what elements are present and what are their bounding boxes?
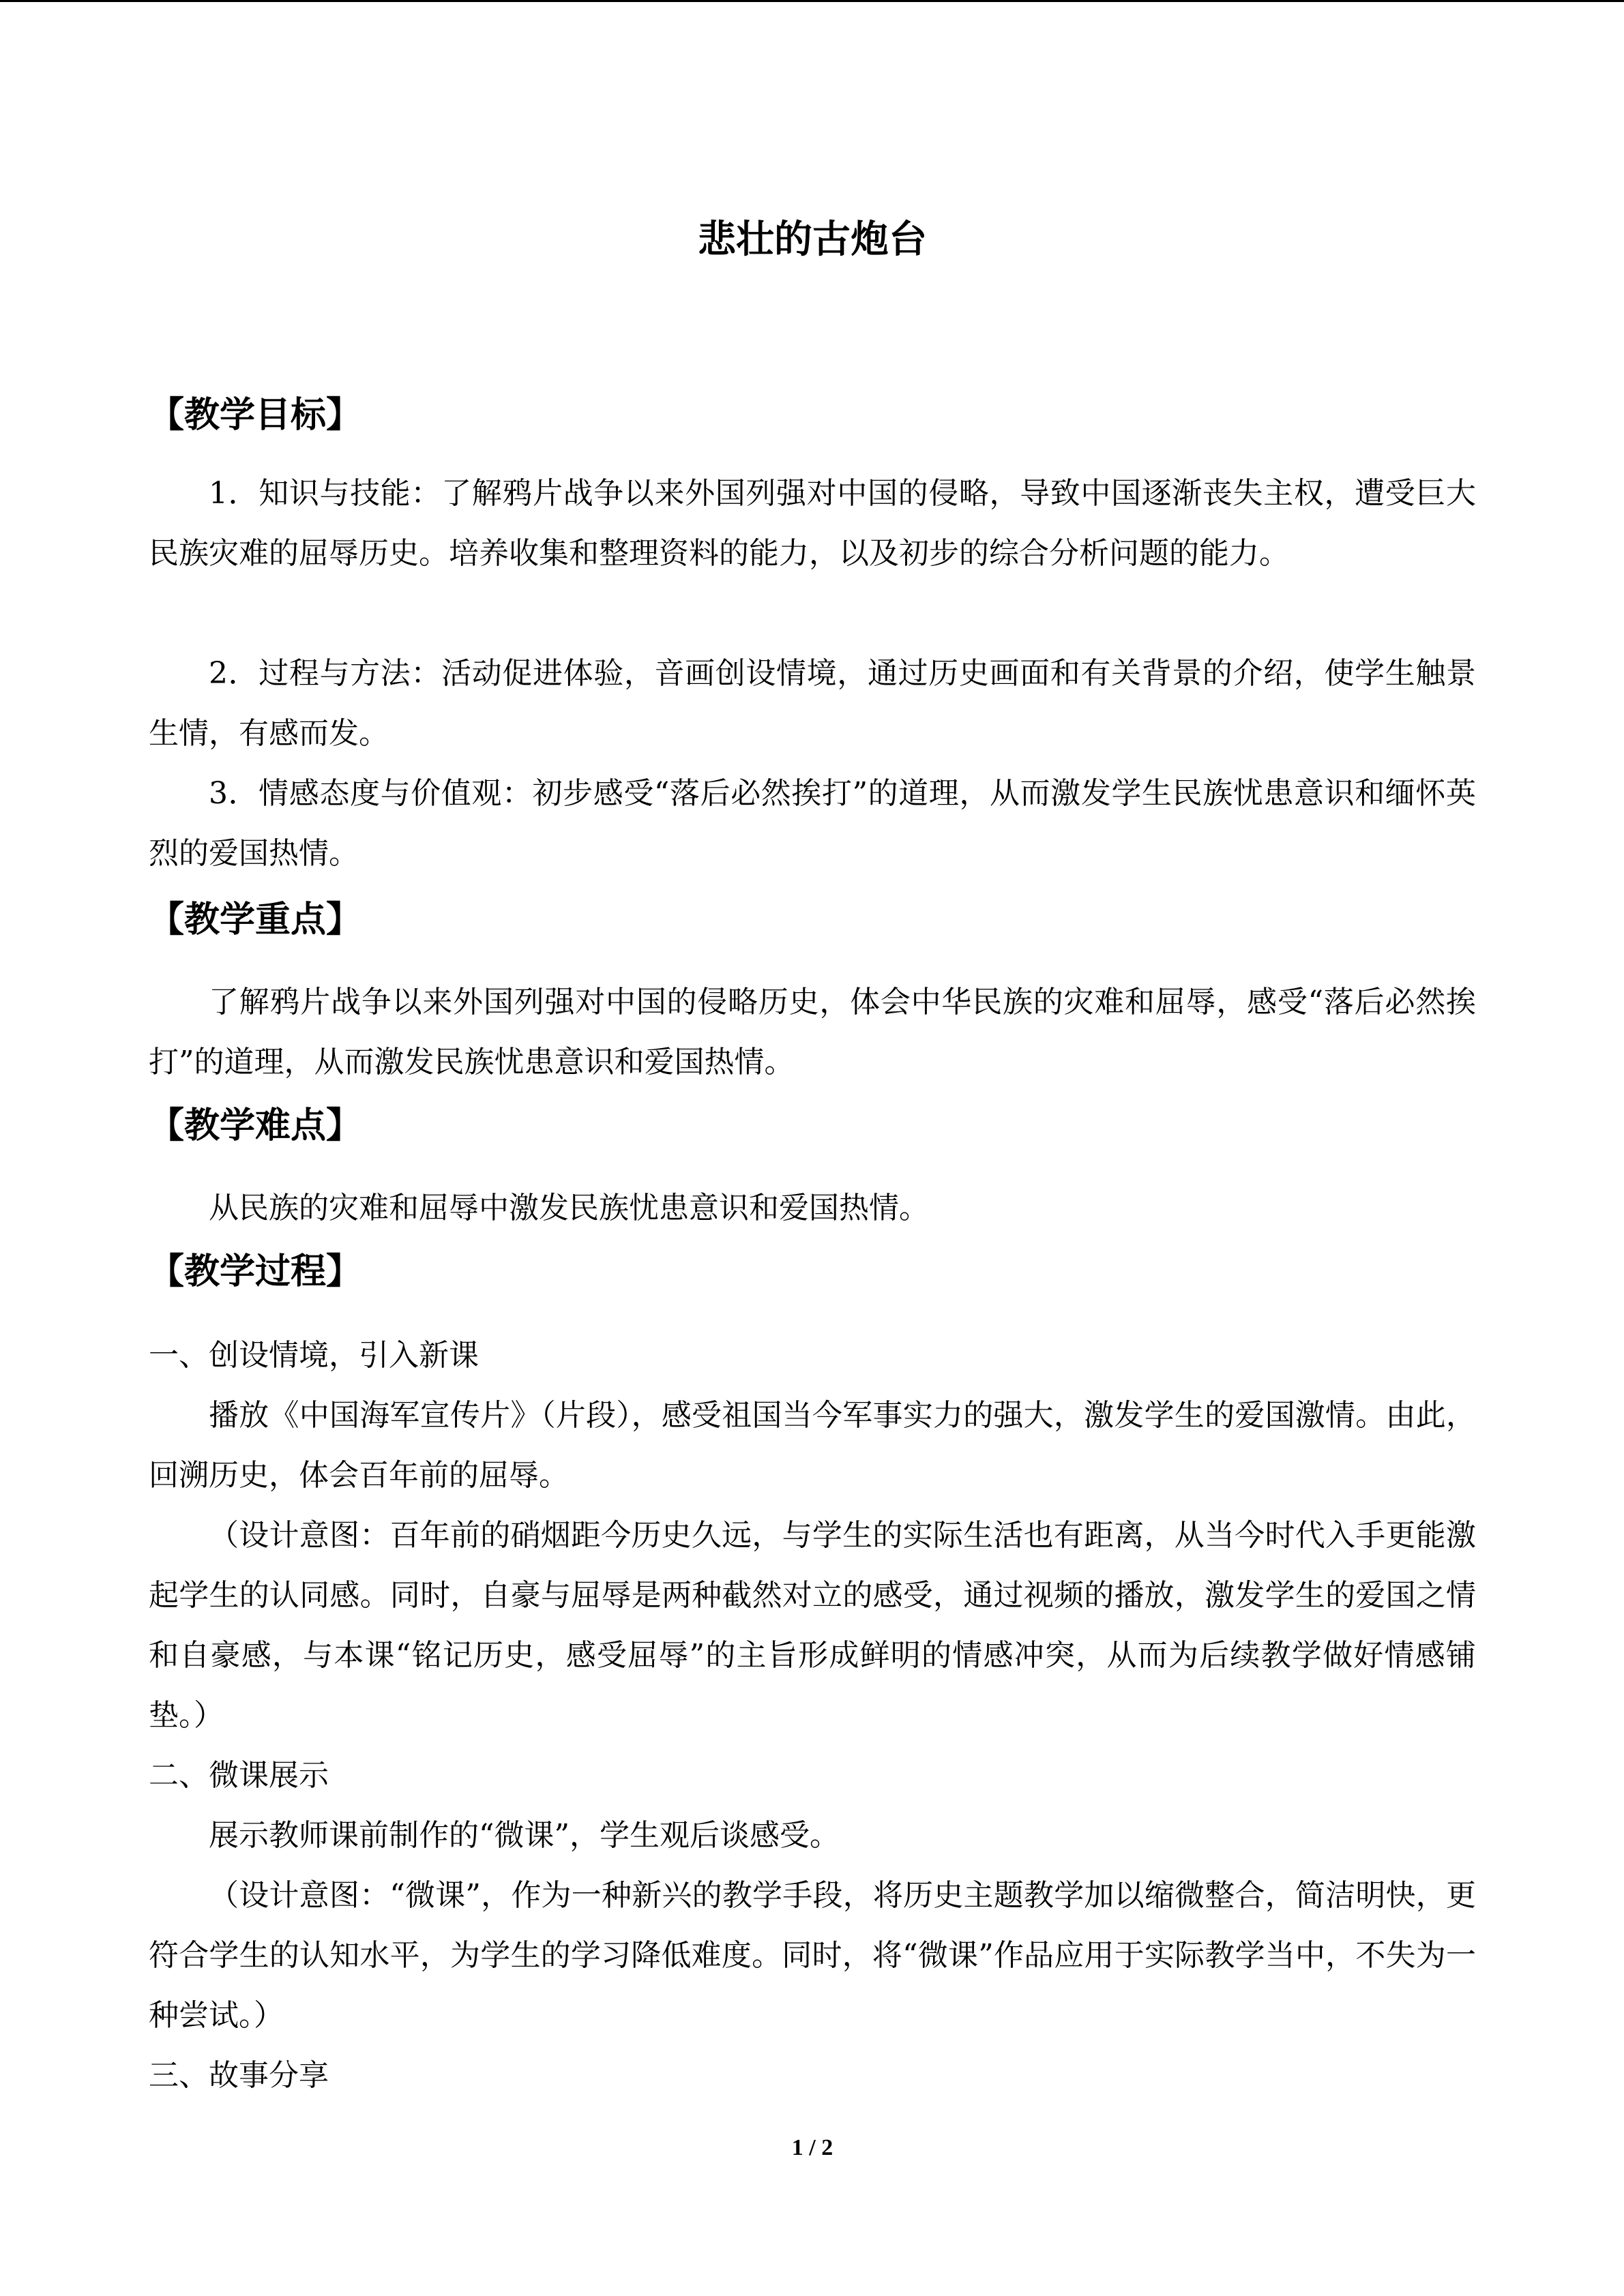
process-step1-design-intent: （设计意图：百年前的硝烟距今历史久远，与学生的实际生活也有距离，从当今时代入手更能激起学生的认同感。同时，自豪与屈辱是两种截然对立的感受，通过视频的播放，激发学生的爱国之情和自豪感，与本课“铭记历史，感受屈辱”的主旨形成鲜明的情感冲突，从而为后续教学做好情感铺垫。） [149, 1518, 1476, 1733]
process-step3-title: 三、故事分享 [149, 2058, 329, 2093]
process-step2-design-intent: （设计意图：“微课”，作为一种新兴的教学手段，将历史主题教学加以缩微整合，简洁明快，更符合学生的认知水平，为学生的学习降低难度。同时，将“微课”作品应用于实际教学当中，不失为一种尝试。） [149, 1878, 1476, 2033]
process-step1-title: 一、创设情境，引入新课 [149, 1338, 479, 1373]
process-step2-text: 展示教师课前制作的“微课”，学生观后谈感受。 [209, 1818, 840, 1853]
objective-process-method: 2．过程与方法：活动促进体验，音画创设情境，通过历史画面和有关背景的介绍，使学生触景生情，有感而发。 [149, 656, 1476, 751]
objective-emotion-values: 3．情感态度与价值观：初步感受“落后必然挨打”的道理，从而激发学生民族忧患意识和缅怀英烈的爱国热情。 [149, 776, 1476, 871]
page-number: 1 / 2 [791, 2135, 833, 2160]
key-points-text: 了解鸦片战争以来外国列强对中国的侵略历史，体会中华民族的灾难和屈辱，感受“落后必然挨打”的道理，从而激发民族忧患意识和爱国热情。 [149, 985, 1476, 1079]
document-title: 悲壮的古炮台 [698, 218, 927, 262]
top-border-line [0, 0, 1624, 2]
objective-knowledge-skills: 1．知识与技能：了解鸦片战争以来外国列强对中国的侵略，导致中国逐渐丧失主权，遭受巨大民族灾难的屈辱历史。培养收集和整理资料的能力，以及初步的综合分析问题的能力。 [149, 476, 1476, 571]
heading-process: 【教学过程】 [149, 1251, 362, 1292]
heading-objectives: 【教学目标】 [149, 395, 362, 436]
process-step1-text: 播放《中国海军宣传片》（片段），感受祖国当今军事实力的强大，激发学生的爱国激情。由此，回溯历史，体会百年前的屈辱。 [149, 1398, 1476, 1493]
process-step2-title: 二、微课展示 [149, 1758, 329, 1793]
heading-key-points: 【教学重点】 [149, 899, 362, 940]
heading-difficulties: 【教学难点】 [149, 1105, 362, 1146]
difficulties-text: 从民族的灾难和屈辱中激发民族忧患意识和爱国热情。 [209, 1191, 929, 1225]
